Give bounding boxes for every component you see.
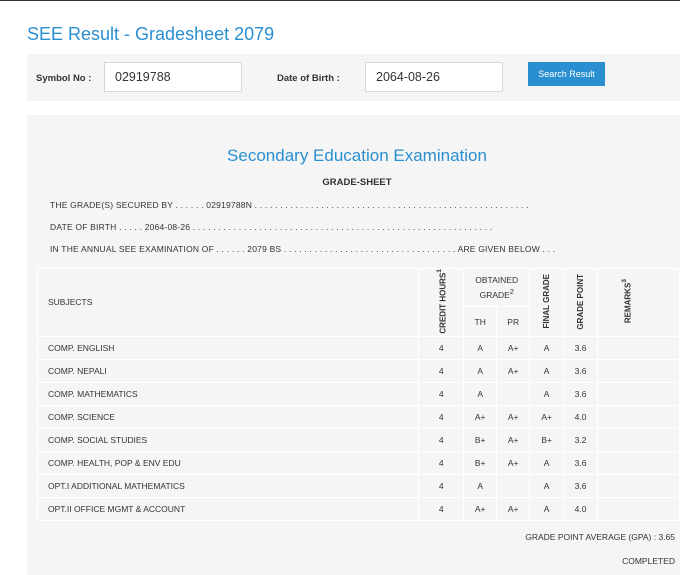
remarks-sup: 3 [621,279,629,283]
th-cell: A [464,359,497,382]
pr-cell: A+ [497,428,530,451]
credit-cell: 4 [419,428,464,451]
th-cell: B+ [464,428,497,451]
grade-point-cell: 3.6 [564,474,598,497]
dob-line-prefix: DATE OF BIRTH . . . . . [50,222,145,232]
remarks-cell [598,428,680,451]
exam-line-value: 2079 BS [247,244,282,254]
dob-line-suffix: . . . . . . . . . . . . . . . . . . . . . . . . . . . . . . . . . . . . . . . . . . . . . . . . . . . . . . . . . . . [190,222,493,232]
dob-line-value: 2064-08-26 [144,222,191,232]
final-grade-cell: A [530,451,564,474]
credit-hours-sup: 1 [435,269,443,273]
th-cell: A [464,336,497,359]
credit-cell: 4 [419,336,464,359]
grade-point-header [564,269,598,337]
table-row [38,451,680,474]
dob-input[interactable] [365,62,503,92]
pr-cell: A+ [497,497,530,520]
table-row [38,474,680,497]
grade-point-label: GRADE POINT [576,273,586,330]
remarks-cell [598,474,680,497]
gpa-summary: GRADE POINT AVERAGE (GPA) : 3.65 [525,532,675,542]
table-row [38,405,680,428]
obtained-grade-header [464,269,530,307]
remarks-header [598,269,680,337]
subject-cell: COMP. NEPALI [38,359,419,382]
grades-table [37,268,680,521]
grade-point-cell: 3.6 [564,359,598,382]
subject-cell: OPT.II OFFICE MGMT & ACCOUNT [38,497,419,520]
exam-line [50,244,660,254]
th-cell: A [464,474,497,497]
remarks-cell [598,382,680,405]
grade-point-cell: 4.0 [564,405,598,428]
credit-cell: 4 [419,405,464,428]
pr-cell: A+ [497,405,530,428]
subject-cell: COMP. SCIENCE [38,405,419,428]
th-cell: A+ [464,497,497,520]
subject-cell: OPT.I ADDITIONAL MATHEMATICS [38,474,419,497]
table-row [38,359,680,382]
exam-title: Secondary Education Examination [227,146,487,165]
credit-cell: 4 [419,382,464,405]
final-grade-cell: A [530,382,564,405]
credit-cell: 4 [419,497,464,520]
grade-point-cell: 4.0 [564,497,598,520]
exam-line-prefix: IN THE ANNUAL SEE EXAMINATION OF . . . . . . [50,244,248,254]
subject-cell: COMP. HEALTH, POP & ENV EDU [38,451,419,474]
gradesheet-title: GRADE-SHEET [322,177,392,188]
pr-cell [497,382,530,405]
remarks-label: REMARKS [623,282,633,324]
grade-point-cell: 3.6 [564,451,598,474]
table-row [38,336,680,359]
obtained-grade-label: OBTAINED GRADE [475,275,519,301]
pr-cell: A+ [497,336,530,359]
subject-cell: COMP. SOCIAL STUDIES [38,428,419,451]
final-grade-label: FINAL GRADE [542,274,552,329]
search-result-button[interactable]: Search Result [528,62,605,86]
symbol-no-input[interactable] [104,62,242,92]
remarks-cell [598,405,680,428]
pr-cell: A+ [497,451,530,474]
pr-cell [497,474,530,497]
th-header: TH [464,307,497,336]
credit-hours-header [419,269,464,337]
th-cell: A+ [464,405,497,428]
top-border [0,0,680,1]
remarks-cell [598,336,680,359]
dob-line [50,222,660,232]
remarks-cell [598,497,680,520]
secured-by-prefix: THE GRADE(S) SECURED BY . . . . . . [50,200,207,210]
table-row [38,497,680,520]
subject-cell: COMP. ENGLISH [38,336,419,359]
final-grade-cell: A [530,336,564,359]
remarks-cell [598,359,680,382]
final-grade-header [530,269,564,337]
credit-cell: 4 [419,474,464,497]
credit-cell: 4 [419,451,464,474]
th-cell: B+ [464,451,497,474]
subjects-header: SUBJECTS [38,269,419,337]
grade-point-cell: 3.2 [564,428,598,451]
table-row [38,382,680,405]
gradesheet-panel [27,115,680,575]
th-cell: A [464,382,497,405]
secured-by-suffix: . . . . . . . . . . . . . . . . . . . . . . . . . . . . . . . . . . . . . . . . . . . . . . . . . . . . . . [252,200,529,210]
secured-by-line [50,200,660,210]
final-grade-cell: A [530,474,564,497]
symbol-no-label: Symbol No : [36,73,92,84]
pr-cell: A+ [497,359,530,382]
table-row [38,428,680,451]
grade-point-cell: 3.6 [564,336,598,359]
secured-by-value: 02919788N [206,200,253,210]
exam-line-suffix: . . . . . . . . . . . . . . . . . . . . . . . . . . . . . . . . . . ARE GIVEN BELOW . . . [281,244,556,254]
remarks-cell [598,451,680,474]
obtained-grade-sup: 2 [509,288,514,297]
final-grade-cell: B+ [530,428,564,451]
search-form [27,54,680,101]
final-grade-cell: A [530,359,564,382]
result-status: COMPLETED [622,556,675,566]
final-grade-cell: A+ [530,405,564,428]
pr-header: PR [497,307,530,336]
grade-point-cell: 3.6 [564,382,598,405]
subject-cell: COMP. MATHEMATICS [38,382,419,405]
final-grade-cell: A [530,497,564,520]
dob-label: Date of Birth : [277,73,340,84]
page-title: SEE Result - Gradesheet 2079 [27,24,275,44]
credit-hours-label: CREDIT HOURS [438,272,448,334]
credit-cell: 4 [419,359,464,382]
